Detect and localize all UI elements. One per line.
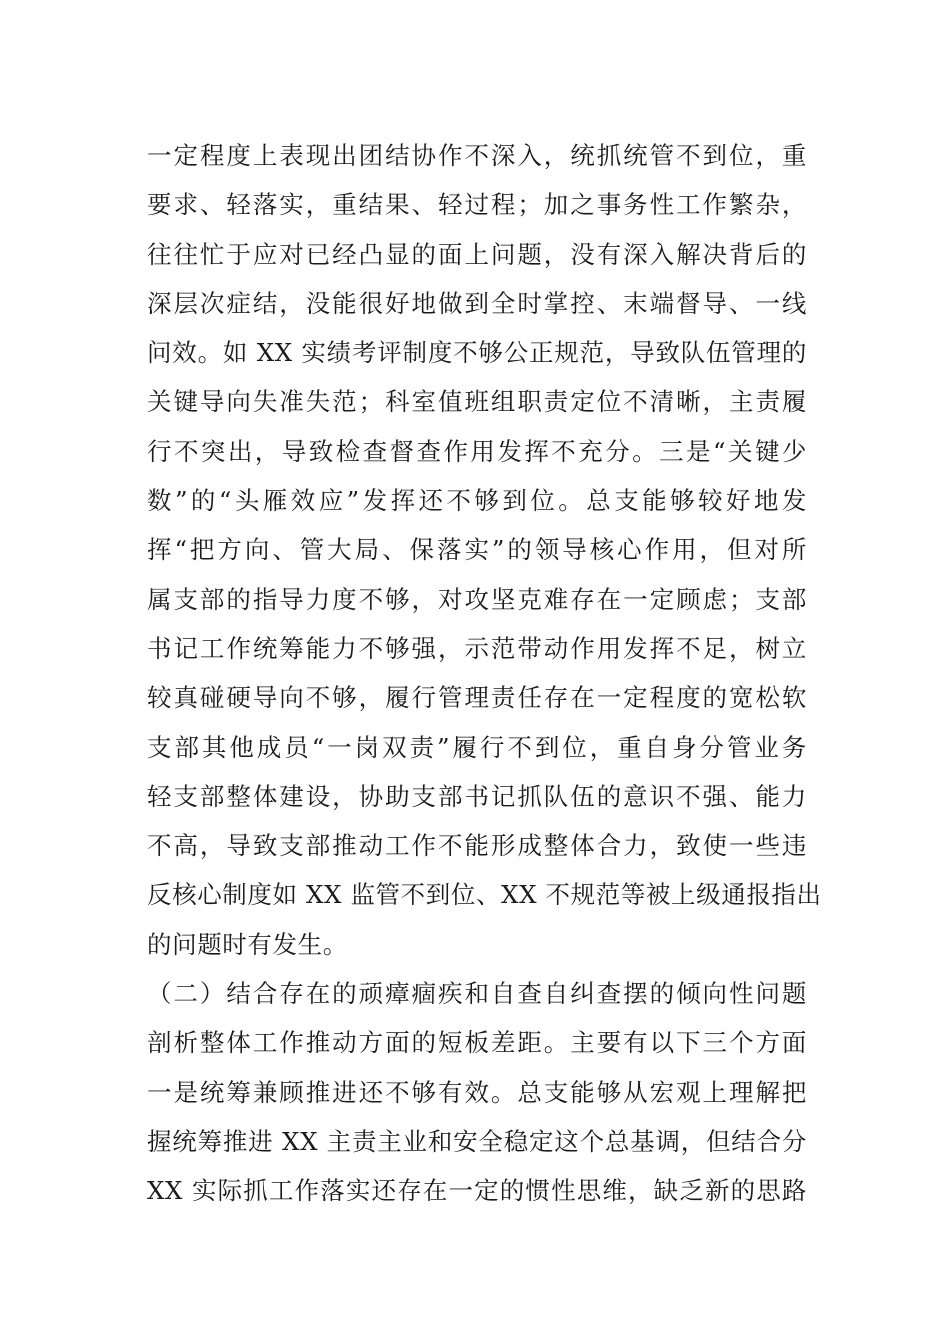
text-line-7: 行不突出，导致检查督查作用发挥不充分。三是“关键少 <box>147 436 807 466</box>
text-line-8: 数”的“头雁效应”发挥还不够到位。总支能够较好地发 <box>147 486 807 516</box>
text-line-13: 支部其他成员“一岗双责”履行不到位，重自身分管业务 <box>147 732 807 762</box>
text-line-21: 握统筹推进 XX 主责主业和安全稳定这个总基调，但结合分 <box>147 1126 807 1156</box>
text-line-16: 反核心制度如 XX 监管不到位、XX 不规范等被上级通报指出 <box>147 880 822 910</box>
section-heading-line: （二）结合存在的顽瘴痼疾和自查自纠查摆的倾向性问题 <box>147 979 807 1009</box>
text-line-12: 较真碰硬导向不够，履行管理责任存在一定程度的宽松软 <box>147 683 807 713</box>
text-line-2: 要求、轻落实，重结果、轻过程；加之事务性工作繁杂， <box>147 190 807 220</box>
text-line-20: 一是统筹兼顾推进还不够有效。总支能够从宏观上理解把 <box>147 1077 807 1107</box>
text-line-9: 挥“把方向、管大局、保落实”的领导核心作用，但对所 <box>147 535 807 565</box>
text-line-5: 问效。如 XX 实绩考评制度不够公正规范，导致队伍管理的 <box>147 338 807 368</box>
text-line-3: 往往忙于应对已经凸显的面上问题，没有深入解决背后的 <box>147 239 807 269</box>
text-line-11: 书记工作统筹能力不够强，示范带动作用发挥不足，树立 <box>147 633 807 663</box>
body-text <box>147 131 822 1216</box>
text-line-6: 关键导向失准失范；科室值班组职责定位不清晰，主责履 <box>147 387 807 417</box>
text-line-19: 剖析整体工作推动方面的短板差距。主要有以下三个方面 <box>147 1028 807 1058</box>
text-line-14: 轻支部整体建设，协助支部书记抓队伍的意识不强、能力 <box>147 781 807 811</box>
text-line-10: 属支部的指导力度不够，对攻坚克难存在一定顾虑；支部 <box>147 584 807 614</box>
text-line-4: 深层次症结，没能很好地做到全时掌控、末端督导、一线 <box>147 288 807 318</box>
text-line-17: 的问题时有发生。 <box>147 929 348 959</box>
text-line-15: 不高，导致支部推动工作不能形成整体合力，致使一些违 <box>147 831 807 861</box>
text-line-1: 一定程度上表现出团结协作不深入，统抓统管不到位，重 <box>147 141 807 170</box>
text-line-22: XX 实际抓工作落实还存在一定的惯性思维，缺乏新的思路 <box>147 1176 807 1206</box>
